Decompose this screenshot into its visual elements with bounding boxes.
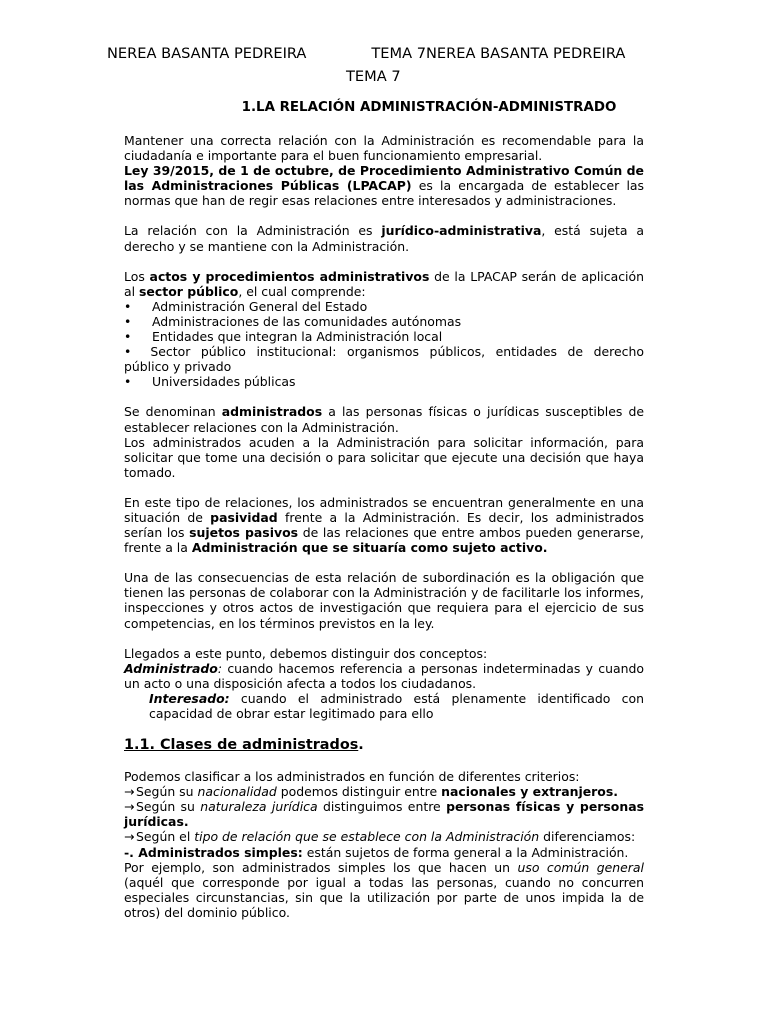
paragraph-ejemplo [124, 860, 644, 920]
text: están sujetos de forma general a la Administración. [302, 844, 629, 860]
text: Se denominan [124, 404, 222, 420]
paragraph-criterios: Podemos clasificar a los administrados en función de diferentes criterios: [124, 769, 580, 785]
bold-term: Administración que se situaría como sujeto activo. [191, 540, 548, 556]
page-header-line-1: NEREA BASANTA PEDREIRA TEMA 7NEREA BASANTA PEDREIRA [107, 45, 626, 62]
subsection-title: 1.1. Clases de administrados [124, 737, 359, 754]
text: cuando hacemos referencia a personas indeterminadas y cuando un acto o una disposición afecta a todos los ciudadanos. [124, 660, 644, 691]
law-reference: Ley 39/2015, de 1 de octubre, de Procedimiento Administrativo Común de las Administraciones Públicas (LPACAP) [124, 163, 644, 194]
text: Según su [136, 784, 198, 800]
term-interesado: Interesado: [149, 690, 230, 706]
arrow-icon: → [124, 784, 135, 800]
arrow-icon: → [124, 829, 135, 845]
paragraph-administrados [124, 404, 644, 434]
text: Los [124, 268, 150, 284]
paragraph-requests: Los administrados acuden a la Administración para solicitar información, para solicitar que tome una decisión o para solicitar que ejecute una decisión que haya tomado. [124, 434, 644, 480]
text: , el cual comprende: [238, 283, 366, 299]
list-item: • Administración General del Estado [124, 299, 644, 314]
text: diferenciamos: [539, 829, 636, 845]
text: . [358, 737, 364, 754]
criterion-nacionalidad [124, 784, 644, 799]
arrow-icon: → [124, 799, 135, 815]
page-header-line-2: TEMA 7 [346, 68, 401, 85]
text: Según su [136, 799, 201, 815]
text: En este tipo de relaciones, los administrados se encuentran generalmente en una situación de [124, 494, 644, 525]
list-item: • Sector público institucional: organismos públicos, entidades de derecho público y privado [124, 344, 644, 374]
paragraph-pasividad [124, 495, 644, 555]
text: (aquél que corresponde por igual a todas las personas, cuando no concurren especiales circunstancias, sin que la utilización por parte de unos impida la de otros) del dominio público. [124, 874, 644, 920]
paragraph-subordinacion: Una de las consecuencias de esta relación de subordinación es la obligación que tienen las personas de colaborar con la Administración y de facilitarle los informes, inspecciones y otros actos de investigación que requiera para el ejercicio de sus competencias, en los términos previstos en la ley. [124, 570, 644, 631]
section-heading: 1.LA RELACIÓN ADMINISTRACIÓN-ADMINISTRADO [241, 100, 617, 115]
text: frente a la Administración. Es decir, los administrados serían los [124, 509, 644, 541]
text: distinguimos entre [317, 799, 447, 815]
sector-list [124, 299, 644, 390]
bold-term: administrados [221, 404, 323, 420]
list-item: • Entidades que integran la Administración local [124, 329, 644, 344]
document-body [124, 133, 644, 920]
text: La relación con la Administración es [124, 223, 382, 239]
paragraph-law [124, 163, 644, 208]
text: de la LPACAP serán de aplicación al [124, 268, 644, 299]
paragraph-conceptos: Llegados a este punto, debemos distinguir dos conceptos: [124, 645, 488, 661]
paragraph-relation [124, 223, 644, 253]
bold-term: pasividad [210, 509, 278, 525]
italic-term: tipo de relación que se establece con la Administración [194, 829, 540, 845]
paragraph-public-sector [124, 269, 644, 299]
paragraph-interesado-def [124, 691, 644, 721]
paragraph-administrado-def [124, 661, 644, 691]
paragraph-intro: Mantener una correcta relación con la Administración es recomendable para la ciudadanía e importante para el buen funcionamiento empresarial. [124, 133, 644, 164]
list-item: • Universidades públicas [124, 374, 644, 389]
term-administrado: Administrado [124, 660, 218, 676]
subsection-heading [124, 736, 644, 754]
criterion-relacion [124, 829, 644, 844]
bold-term: nacionales y extranjeros. [441, 784, 618, 800]
text: Por ejemplo, son administrados simples los que hacen un [124, 859, 518, 875]
bold-term: actos y procedimientos administrativos [149, 268, 430, 284]
italic-term: nacionalidad [197, 784, 277, 800]
criterion-naturaleza [124, 799, 644, 829]
text: de las relaciones que entre ambos pueden generarse, frente a la [124, 525, 644, 556]
paragraph-simples [124, 845, 644, 860]
italic-term: naturaleza jurídica [200, 799, 318, 815]
bold-term: sujetos pasivos [189, 525, 299, 541]
law-text: es la encargada de establecer las normas que han de regir esas relaciones entre interesados y administraciones. [124, 178, 644, 209]
bold-term: sector público [139, 283, 239, 299]
bold-term: jurídico-administrativa [381, 223, 542, 239]
text: : [217, 660, 223, 676]
text: a las personas físicas o jurídicas susceptibles de establecer relaciones con la Administración. [124, 404, 644, 435]
text: cuando el administrado está plenamente identificado con capacidad de obrar estar legitimado para ello [149, 690, 644, 721]
bold-term: personas físicas y personas jurídicas. [124, 799, 645, 830]
text: podemos distinguir entre [276, 784, 442, 800]
text: Según el [136, 829, 195, 845]
text: , está sujeta a derecho y se mantiene con la Administración. [124, 223, 644, 254]
list-item: • Administraciones de las comunidades autónomas [124, 314, 644, 329]
italic-term: uso común general [517, 859, 644, 875]
bold-term: -. Administrados simples: [124, 844, 303, 860]
